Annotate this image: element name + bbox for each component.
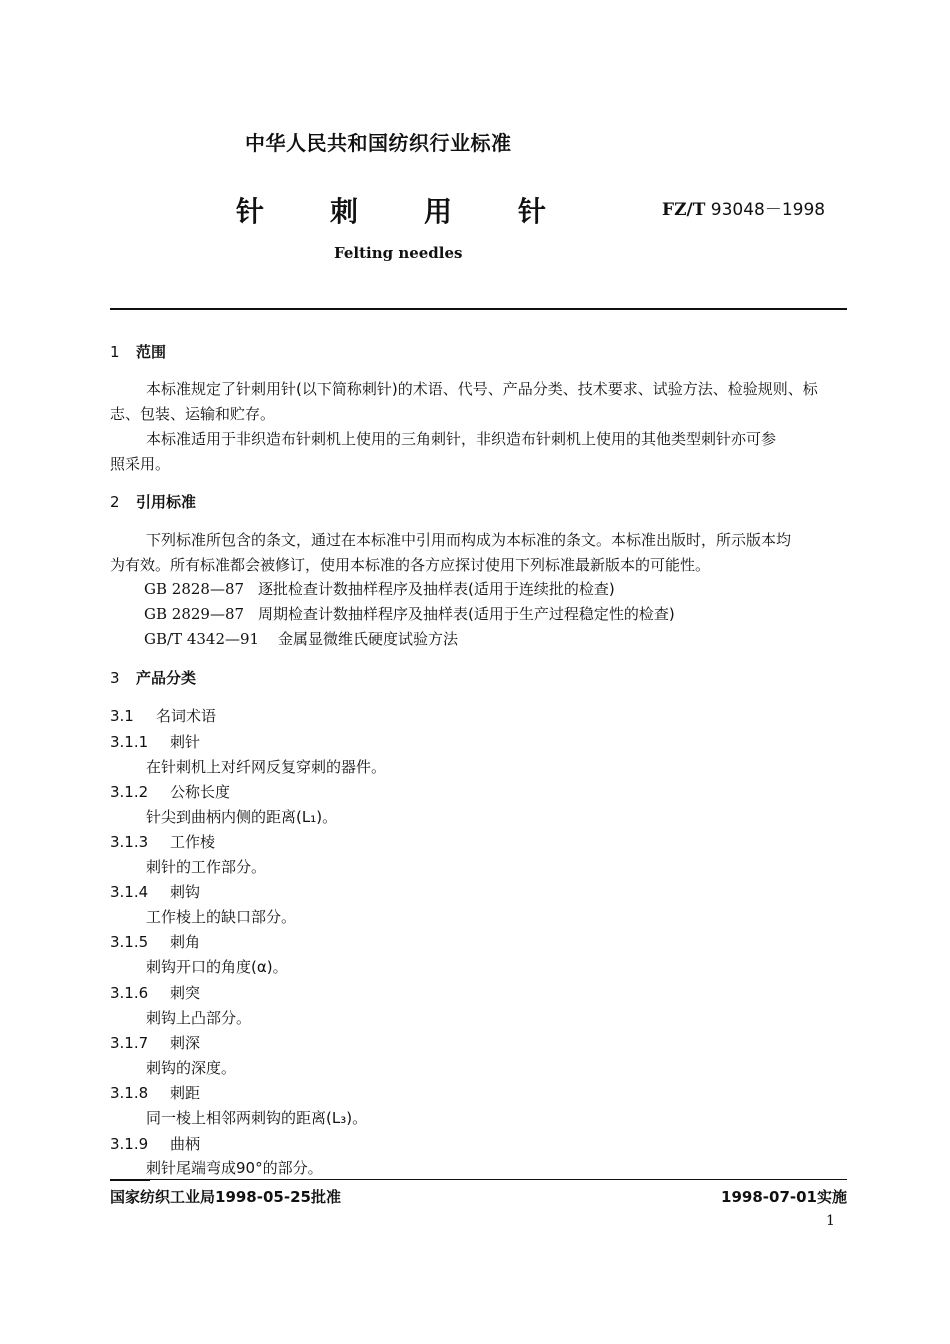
term-definition: 刺钩开口的角度(α)。 (146, 958, 288, 976)
term-heading (110, 781, 230, 802)
english-title: Felting needles (334, 244, 463, 262)
standard-organization: 中华人民共和国纺织行业标准 (245, 131, 512, 155)
term-heading (110, 1133, 200, 1154)
section-2-heading (110, 491, 196, 512)
section-title: 范围 (136, 343, 167, 361)
reference-standard (144, 603, 675, 624)
section-1-paragraph-1-line-2: 志、包装、运输和贮存。 (110, 405, 276, 423)
term-definition: 针尖到曲柄内侧的距离(L₁)。 (146, 808, 338, 826)
subsection-heading (110, 705, 216, 726)
reference-code: GB/T 4342—91 (144, 630, 260, 648)
section-number: 2 (110, 493, 120, 511)
clause-number: 3.1.4 (110, 883, 149, 901)
footer-short-rule (110, 1179, 150, 1181)
term-name: 刺角 (170, 933, 201, 951)
reference-title: 金属显微维氏硬度试验方法 (278, 630, 459, 648)
standard-code-number: 93048－1998 (710, 200, 826, 220)
section-2-paragraph-line-2: 为有效。所有标准都会被修订，使用本标准的各方应探讨使用下列标准最新版本的可能性。 (110, 556, 711, 574)
term-definition: 刺针的工作部分。 (146, 858, 267, 876)
term-name: 公称长度 (170, 783, 231, 801)
term-name: 曲柄 (170, 1135, 201, 1153)
clause-number: 3.1.8 (110, 1084, 149, 1102)
reference-code: GB 2828—87 (144, 580, 245, 598)
section-3-heading (110, 667, 196, 688)
effective-date: 1998-07-01实施 (721, 1188, 847, 1206)
header-divider (110, 308, 847, 310)
term-definition: 在针刺机上对纤网反复穿刺的器件。 (146, 758, 387, 776)
clause-number: 3.1.9 (110, 1135, 149, 1153)
title-char: 针 (517, 195, 546, 228)
term-heading (110, 881, 200, 902)
section-1-paragraph-2-line-1: 本标准适用于非织造布针刺机上使用的三角刺针，非织造布针刺机上使用的其他类型刺针亦可参 (146, 430, 777, 448)
term-heading (110, 931, 200, 952)
section-title: 引用标准 (136, 493, 197, 511)
clause-number: 3.1.2 (110, 783, 149, 801)
term-heading (110, 731, 200, 752)
reference-code: GB 2829—87 (144, 605, 245, 623)
reference-standard (144, 578, 615, 599)
term-heading (110, 1082, 200, 1103)
term-name: 刺钩 (170, 883, 201, 901)
standard-code-prefix: FZ/T (662, 200, 706, 220)
section-1-heading (110, 341, 166, 362)
term-definition: 刺钩上凸部分。 (146, 1009, 252, 1027)
clause-number: 3.1.6 (110, 984, 149, 1002)
clause-number: 3.1.5 (110, 933, 149, 951)
term-name: 刺深 (170, 1034, 201, 1052)
reference-title: 周期检查计数抽样程序及抽样表(适用于生产过程稳定性的检查) (258, 605, 675, 623)
clause-number: 3.1.3 (110, 833, 149, 851)
page-number: 1 (826, 1213, 835, 1229)
section-title: 产品分类 (136, 669, 197, 687)
section-number: 1 (110, 343, 120, 361)
clause-number: 3.1.7 (110, 1034, 149, 1052)
term-name: 刺距 (170, 1084, 201, 1102)
term-heading (110, 982, 200, 1003)
standard-code (662, 195, 825, 220)
title-char: 用 (423, 195, 452, 228)
term-name: 工作棱 (170, 833, 216, 851)
approval-date: 国家纺织工业局1998-05-25批准 (110, 1188, 341, 1206)
document-title (236, 190, 546, 230)
reference-standard (144, 628, 458, 649)
section-number: 3 (110, 669, 120, 687)
clause-title: 名词术语 (156, 707, 217, 725)
section-1-paragraph-2-line-2: 照采用。 (110, 455, 171, 473)
title-char: 针 (236, 195, 265, 228)
term-definition: 刺针尾端弯成90°的部分。 (146, 1159, 323, 1177)
term-definition: 刺钩的深度。 (146, 1059, 237, 1077)
reference-title: 逐批检查计数抽样程序及抽样表(适用于连续批的检查) (258, 580, 615, 598)
term-name: 刺突 (170, 984, 201, 1002)
term-name: 刺针 (170, 733, 201, 751)
section-1-paragraph-1-line-1: 本标准规定了针刺用针(以下简称刺针)的术语、代号、产品分类、技术要求、试验方法、检验规则、标 (146, 380, 818, 398)
clause-number: 3.1 (110, 707, 134, 725)
term-definition: 工作棱上的缺口部分。 (146, 908, 297, 926)
clause-number: 3.1.1 (110, 733, 149, 751)
section-2-paragraph-line-1: 下列标准所包含的条文，通过在本标准中引用而构成为本标准的条文。本标准出版时，所示版本均 (146, 531, 792, 549)
footer-divider (110, 1179, 847, 1180)
term-heading (110, 1032, 200, 1053)
term-definition: 同一棱上相邻两刺钩的距离(L₃)。 (146, 1109, 368, 1127)
title-char: 刺 (329, 195, 358, 228)
term-heading (110, 831, 215, 852)
